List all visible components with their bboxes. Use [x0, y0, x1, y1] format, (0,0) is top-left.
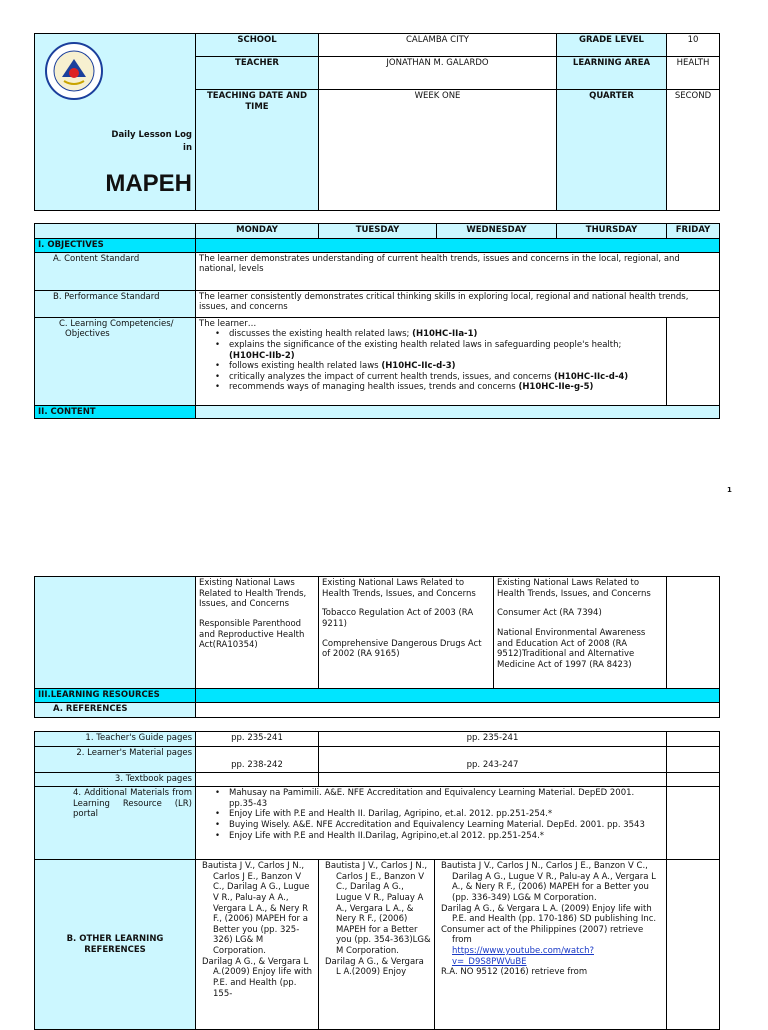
resources-table — [34, 731, 720, 1030]
header-title-cell — [35, 34, 196, 211]
lesson-log-title: Daily Lesson Log in — [111, 130, 192, 153]
additional-materials-cell — [196, 787, 667, 860]
additional-materials-label: 4. Additional Materials from Learning Resource (LR) portal — [35, 787, 196, 860]
competencies-list — [199, 329, 663, 393]
competency-item: • explains the significance of the existing health related laws in safeguarding people's health; (H10HC-IIb-2) — [229, 340, 663, 361]
resources-heading: III.LEARNING RESOURCES — [35, 689, 196, 703]
performance-standard-label: B. Performance Standard — [35, 290, 196, 317]
learners-material-rest: pp. 243-247 — [319, 747, 667, 773]
youtube-link[interactable]: https://www.youtube.com/watch?v=_D9S8PWVuBE — [452, 946, 594, 967]
area-label: LEARNING AREA — [557, 57, 667, 90]
textbook-label: 3. Textbook pages — [35, 773, 196, 787]
learners-material-label: 2. Learner's Material pages — [35, 747, 196, 773]
subject-title: MAPEH — [105, 169, 192, 197]
objectives-table — [34, 223, 720, 419]
day-thursday: THURSDAY — [557, 224, 667, 239]
day-friday: FRIDAY — [667, 224, 720, 239]
performance-standard-text: The learner consistently demonstrates critical thinking skills in exploring local, regional and national health trends, issues, and concerns — [196, 290, 720, 317]
header-table — [34, 33, 720, 211]
grade-value: 10 — [667, 34, 720, 57]
deped-seal-icon — [44, 41, 104, 101]
additional-material-item: • Enjoy Life with P.E and Health II.Darilag, Agripino,et.al 2012. pp.251-254.* — [229, 831, 663, 842]
additional-material-item: • Mahusay na Pamimili. A&E. NFE Accreditation and Equivalency Learning Material. DepED 2001. pp.35-43 — [229, 788, 663, 809]
content-heading: II. CONTENT — [35, 405, 196, 419]
additional-materials-list — [199, 788, 663, 841]
references-label: A. REFERENCES — [35, 702, 196, 717]
additional-material-item: • Buying Wisely. A&E. NFE Accreditation and Equivalency Learning Material. DepEd. 2001. pp. 3543 — [229, 820, 663, 831]
competency-item: • critically analyzes the impact of current health trends, issues, and concerns (H10HC-IIc-d-4) — [229, 372, 663, 383]
competency-item: • recommends ways of managing health issues, trends and concerns (H10HC-IIe-g-5) — [229, 382, 663, 393]
quarter-label: QUARTER — [557, 90, 667, 211]
day-tuesday: TUESDAY — [319, 224, 437, 239]
page-number: 1 — [727, 486, 732, 494]
other-references-label: B. OTHER LEARNING REFERENCES — [35, 860, 196, 1030]
teacher-value: JONATHAN M. GALARDO — [319, 57, 557, 90]
additional-material-item: • Enjoy Life with P.E and Health II. Darilag, Agripino, et.al. 2012. pp.251-254.* — [229, 809, 663, 820]
day-wednesday: WEDNESDAY — [437, 224, 557, 239]
area-value: HEALTH — [667, 57, 720, 90]
teachers-guide-rest: pp. 235-241 — [319, 732, 667, 747]
day-monday: MONDAY — [196, 224, 319, 239]
content-wednesday: Existing National Laws Related to Health Trends, Issues, and Concerns Consumer Act (RA 7394) National Environmental Awareness and Education Act of 2008 (RA 9512)Traditional and Alternative Medicine Act of 1997 (RA 8423) — [494, 577, 667, 689]
school-label: SCHOOL — [196, 34, 319, 57]
grade-label: GRADE LEVEL — [557, 34, 667, 57]
teachers-guide-monday: pp. 235-241 — [196, 732, 319, 747]
teachers-guide-label: 1. Teacher's Guide pages — [35, 732, 196, 747]
objectives-heading: I. OBJECTIVES — [35, 239, 196, 253]
other-references-wednesday: Bautista J V., Carlos J N., Carlos J E., Banzon V C., Darilag A G., Lugue V R., Palu-ay A A., Vergara L A., & Nery R F., (2006) MAPEH for a Better you (pp. 336-349) LG& M Corporation. Darilag A G., & Vergara L A. (2009) Enjoy life with P.E. and Health (pp. 170-186) SD publishing Inc. Consumer act of the Philippines (2007) retrieve from https://www.youtube.com/watch?v=_D9S8PWVuBE R.A. NO 9512 (2016) retrieve from — [435, 860, 667, 1030]
competency-item: • follows existing health related laws (H10HC-IIc-d-3) — [229, 361, 663, 372]
date-label: TEACHING DATE AND TIME — [196, 90, 319, 211]
competency-item: • discusses the existing health related laws; (H10HC-IIa-1) — [229, 329, 663, 340]
content-standard-text: The learner demonstrates understanding of current health trends, issues and concerns in the local, regional, and national, levels — [196, 252, 720, 290]
quarter-value: SECOND — [667, 90, 720, 211]
teacher-label: TEACHER — [196, 57, 319, 90]
other-references-monday: Bautista J V., Carlos J N., Carlos J E., Banzon V C., Darilag A G., Lugue V R., Palu-ay A A., Vergara L A., & Nery R F., (2006) MAPEH for a Better you (pp. 325-326) LG& M Corporation. Darilag A G., & Vergara L A.(2009) Enjoy life with P.E. and Health (pp. 155- — [196, 860, 319, 1030]
content-standard-label: A. Content Standard — [35, 252, 196, 290]
learners-material-monday: pp. 238-242 — [196, 747, 319, 773]
school-value: CALAMBA CITY — [319, 34, 557, 57]
other-references-tuesday: Bautista J V., Carlos J N., Carlos J E., Banzon V C., Darilag A G., Lugue V R., Paluay A A., Vergara L A., & Nery R F., (2006) MAPEH for a Better you (pp. 354-363)LG& M Corporation. Darilag A G., & Vergara L A.(2009) Enjoy — [319, 860, 435, 1030]
competencies-label: C. Learning Competencies/ Objectives — [35, 317, 196, 405]
content-tuesday: Existing National Laws Related to Health Trends, Issues, and Concerns Tobacco Regulation Act of 2003 (RA 9211) Comprehensive Dangerous Drugs Act of 2002 (RA 9165) — [319, 577, 494, 689]
date-value: WEEK ONE — [319, 90, 557, 211]
competencies-intro: The learner… — [199, 318, 257, 329]
competencies-cell — [196, 317, 667, 405]
content-table — [34, 576, 720, 718]
content-monday: Existing National Laws Related to Health Trends, Issues, and Concerns Responsible Parenthood and Reproductive Health Act(RA10354) — [196, 577, 319, 689]
